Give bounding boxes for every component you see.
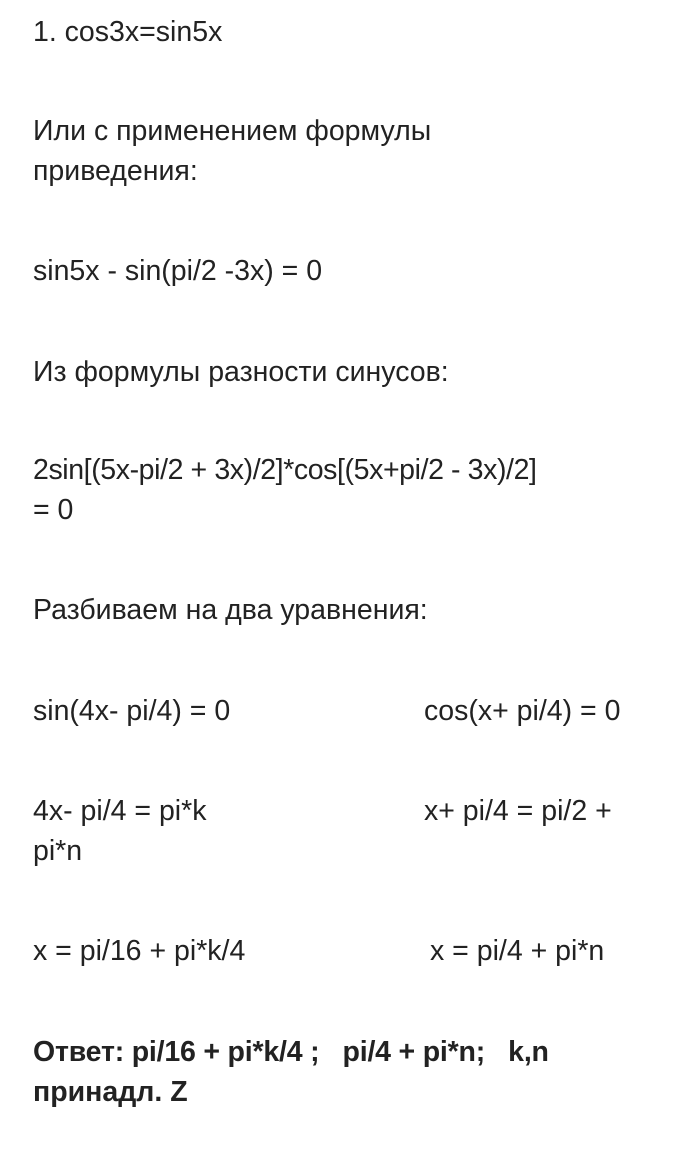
right-solution: x = pi/4 + pi*n	[430, 935, 605, 967]
shifted-equation: sin5x - sin(pi/2 -3x) = 0	[33, 255, 323, 287]
split-intro: Разбиваем на два уравнения:	[33, 594, 428, 626]
product-equation-line-2: = 0	[33, 494, 74, 526]
right-equation: cos(x+ pi/4) = 0	[424, 695, 621, 727]
product-equation-line-1: 2sin[(5x-pi/2 + 3x)/2]*cos[(5x+pi/2 - 3x)/2]	[33, 454, 537, 486]
problem-statement: 1. cos3x=sin5x	[33, 16, 223, 48]
answer-line-2: принадл. Z	[33, 1076, 188, 1108]
left-step: 4x- pi/4 = pi*k	[33, 795, 207, 827]
left-solution: x = pi/16 + pi*k/4	[33, 935, 246, 967]
right-step: x+ pi/4 = pi/2 +	[424, 795, 612, 827]
reduction-formula-text-2: приведения:	[33, 155, 198, 187]
left-equation: sin(4x- pi/4) = 0	[33, 695, 231, 727]
reduction-formula-text-1: Или с применением формулы	[33, 115, 432, 147]
sine-difference-intro: Из формулы разности синусов:	[33, 356, 449, 388]
right-step-continuation: pi*n	[33, 835, 83, 867]
answer-line-1: Ответ: pi/16 + pi*k/4 ; pi/4 + pi*n; k,n	[33, 1036, 549, 1068]
